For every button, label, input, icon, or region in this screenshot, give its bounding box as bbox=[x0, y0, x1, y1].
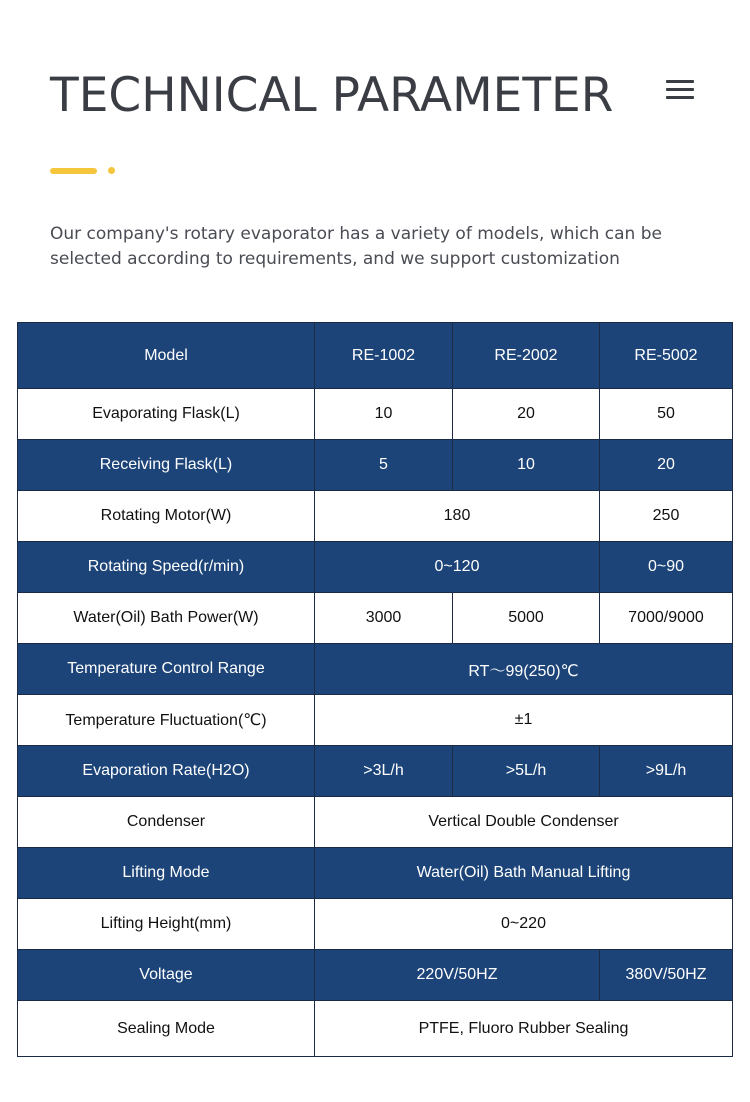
table-cell: >9L/h bbox=[600, 746, 733, 797]
table-cell: >5L/h bbox=[453, 746, 600, 797]
table-row bbox=[18, 440, 733, 491]
table-cell: 0~90 bbox=[600, 542, 733, 593]
row-label: Temperature Fluctuation(℃) bbox=[18, 695, 315, 746]
table-cell: ±1 bbox=[315, 695, 733, 746]
header-cell-re-1002: RE-1002 bbox=[315, 323, 453, 389]
hamburger-menu-icon[interactable] bbox=[666, 80, 696, 102]
table-cell: 5000 bbox=[453, 593, 600, 644]
table-row bbox=[18, 644, 733, 695]
row-label: Temperature Control Range bbox=[18, 644, 315, 695]
row-label: Evaporating Flask(L) bbox=[18, 389, 315, 440]
table-cell: 220V/50HZ bbox=[315, 950, 600, 1001]
table-cell: 0~220 bbox=[315, 899, 733, 950]
row-label: Lifting Height(mm) bbox=[18, 899, 315, 950]
table-cell: >3L/h bbox=[315, 746, 453, 797]
row-label: Water(Oil) Bath Power(W) bbox=[18, 593, 315, 644]
table-cell: 7000/9000 bbox=[600, 593, 733, 644]
table-cell: 0~120 bbox=[315, 542, 600, 593]
menu-icon-line bbox=[666, 80, 694, 83]
table-row bbox=[18, 389, 733, 440]
page-title: TECHNICAL PARAMETER bbox=[50, 68, 614, 123]
table-cell: Water(Oil) Bath Manual Lifting bbox=[315, 848, 733, 899]
table-cell: 50 bbox=[600, 389, 733, 440]
row-label: Voltage bbox=[18, 950, 315, 1001]
table-row bbox=[18, 797, 733, 848]
table-cell: 10 bbox=[315, 389, 453, 440]
header-cell-model: Model bbox=[18, 323, 315, 389]
table-cell: RT～99(250)℃ bbox=[315, 644, 733, 695]
row-label: Rotating Speed(r/min) bbox=[18, 542, 315, 593]
table-cell: 180 bbox=[315, 491, 600, 542]
row-label: Evaporation Rate(H2O) bbox=[18, 746, 315, 797]
intro-text: Our company's rotary evaporator has a variety of models, which can be selected according to requirements, and we support customization bbox=[50, 224, 662, 269]
table-row bbox=[18, 950, 733, 1001]
table-cell: 20 bbox=[600, 440, 733, 491]
table-cell: 3000 bbox=[315, 593, 453, 644]
table-row bbox=[18, 695, 733, 746]
menu-icon-line bbox=[666, 88, 694, 91]
table-row bbox=[18, 593, 733, 644]
table-row bbox=[18, 899, 733, 950]
table-cell: 380V/50HZ bbox=[600, 950, 733, 1001]
accent-bar bbox=[50, 168, 97, 174]
menu-icon-line bbox=[666, 96, 694, 99]
table-cell: 10 bbox=[453, 440, 600, 491]
header-cell-re-5002: RE-5002 bbox=[600, 323, 733, 389]
row-label: Receiving Flask(L) bbox=[18, 440, 315, 491]
table-cell: Vertical Double Condenser bbox=[315, 797, 733, 848]
table-row bbox=[18, 848, 733, 899]
table-cell: 250 bbox=[600, 491, 733, 542]
row-label: Sealing Mode bbox=[18, 1001, 315, 1057]
accent-dot bbox=[108, 167, 115, 174]
table-row bbox=[18, 491, 733, 542]
table-row bbox=[18, 542, 733, 593]
table-row bbox=[18, 1001, 733, 1057]
table-header-row bbox=[18, 323, 733, 389]
table-cell: 20 bbox=[453, 389, 600, 440]
row-label: Lifting Mode bbox=[18, 848, 315, 899]
header-cell-re-2002: RE-2002 bbox=[453, 323, 600, 389]
table-cell: PTFE, Fluoro Rubber Sealing bbox=[315, 1001, 733, 1057]
row-label: Condenser bbox=[18, 797, 315, 848]
table-row bbox=[18, 746, 733, 797]
table-cell: 5 bbox=[315, 440, 453, 491]
row-label: Rotating Motor(W) bbox=[18, 491, 315, 542]
spec-table bbox=[17, 322, 733, 1057]
